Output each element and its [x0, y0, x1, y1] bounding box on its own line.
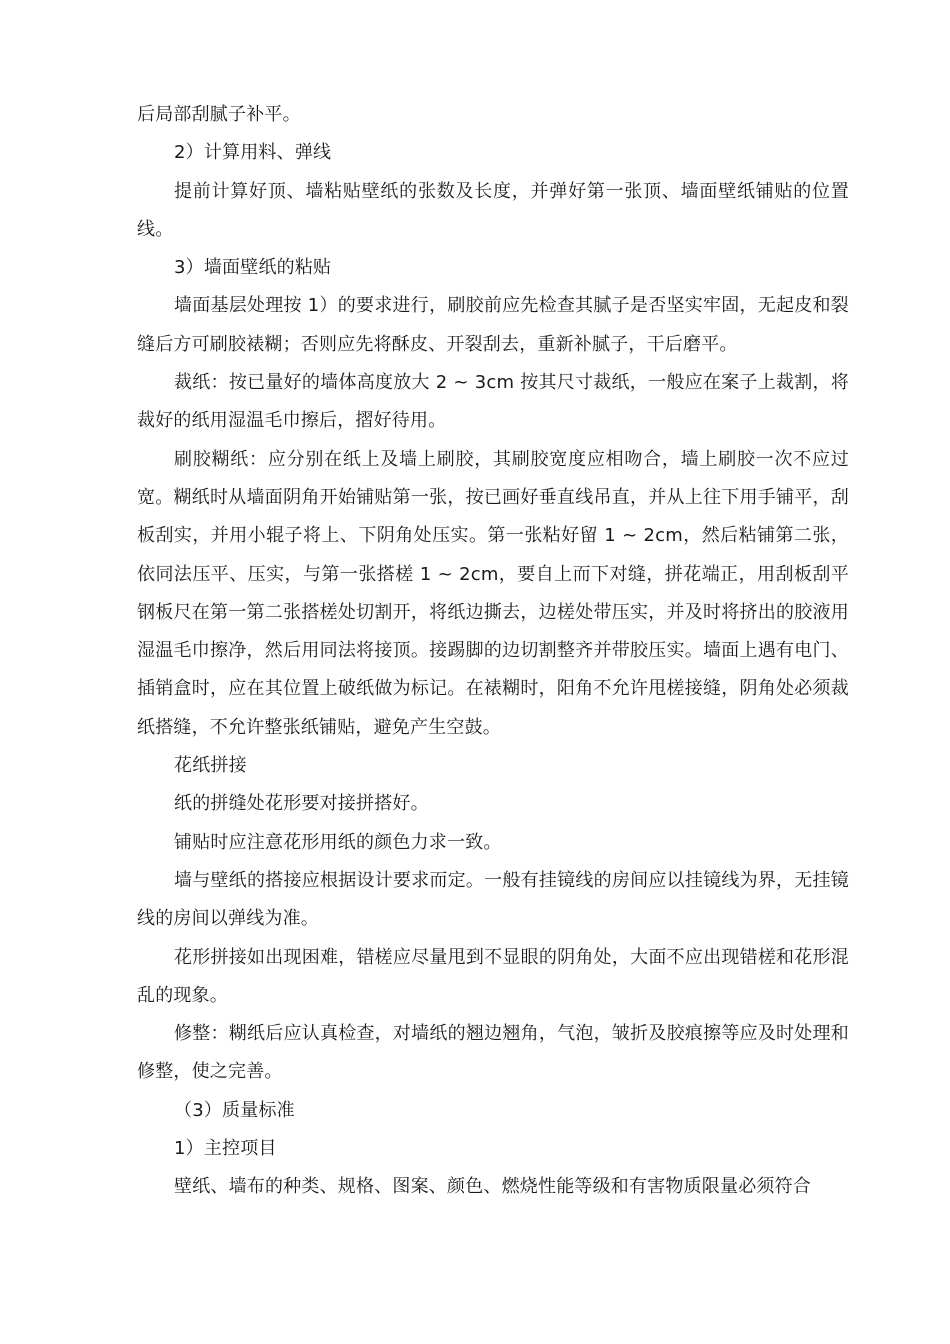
heading-pattern-joining: 花纸拼接: [174, 755, 247, 777]
paragraph-color-consistency: 铺贴时应注意花形用纸的颜色力求一致。: [174, 831, 502, 853]
heading-quality-standard: （3）质量标准: [174, 1099, 295, 1121]
paragraph-continuation: 后局部刮腻子补平。: [137, 104, 301, 125]
paragraph-glue-pasting: 刷胶糊纸：应分别在纸上及墙上刷胶，其刷胶宽度应相吻合，墙上刷胶一次不应过宽。糊纸时从墙面阴角开始铺贴第一张，按已画好垂直线吊直，并从上往下用手铺平，刮板刮实，并用小辊子将上、下阴角处压实。第一张粘好留 1 ~ 2cm，然后粘铺第二张，依同法压平、压实，与第一张搭槎 1 ~ 2cm，要自上而下对缝，拼花端正，用刮板刮平钢板尺在第一第二张搭槎处切割开，将纸边撕去，边槎处带压实，并及时将挤出的胶液用湿温毛巾擦净，然后用同法将接顶。接踢脚的边切割整齐并带胶压实。墙面上遇有电门、插销盒时，应在其位置上破纸做为标记。在裱糊时，阳角不允许甩槎接缝，阴角处必须裁纸搭缝，不允许整张纸铺贴，避免产生空鼓。: [137, 448, 849, 738]
paragraph-base-treatment: 墙面基层处理按 1）的要求进行，刷胶前应先检查其腻子是否坚实牢固，无起皮和裂缝后方可刷胶裱糊；否则应先将酥皮、开裂刮去，重新补腻子，干后磨平。: [137, 295, 849, 355]
document-body: [137, 96, 849, 1207]
paragraph-cutting-paper: 裁纸：按已量好的墙体高度放大 2 ~ 3cm 按其尺寸裁纸，一般应在案子上裁割，将裁好的纸用湿温毛巾擦后，摺好待用。: [137, 372, 849, 432]
heading-calc-materials: 2）计算用料、弹线: [174, 142, 332, 164]
paragraph-calc-materials: 提前计算好顶、墙粘贴壁纸的张数及长度，并弹好第一张顶、墙面壁纸铺贴的位置线。: [137, 180, 849, 240]
heading-main-control-items: 1）主控项目: [174, 1138, 277, 1160]
paragraph-pattern-difficulty: 花形拼接如出现困难，错槎应尽量甩到不显眼的阴角处，大面不应出现错槎和花形混乱的现象。: [137, 946, 849, 1006]
heading-wall-paper-pasting: 3）墙面壁纸的粘贴: [174, 257, 332, 279]
paragraph-trimming: 修整：糊纸后应认真检查，对墙纸的翘边翘角，气泡，皱折及胶痕擦等应及时处理和修整，使之完善。: [137, 1023, 849, 1083]
paragraph-wall-overlap: 墙与壁纸的搭接应根据设计要求而定。一般有挂镜线的房间应以挂镜线为界，无挂镜线的房间以弹线为准。: [137, 869, 849, 930]
paragraph-seam-pattern: 纸的拼缝处花形要对接拼搭好。: [174, 793, 429, 815]
paragraph-wallpaper-requirements: 壁纸、墙布的种类、规格、图案、颜色、燃烧性能等级和有害物质限量必须符合: [174, 1176, 811, 1198]
